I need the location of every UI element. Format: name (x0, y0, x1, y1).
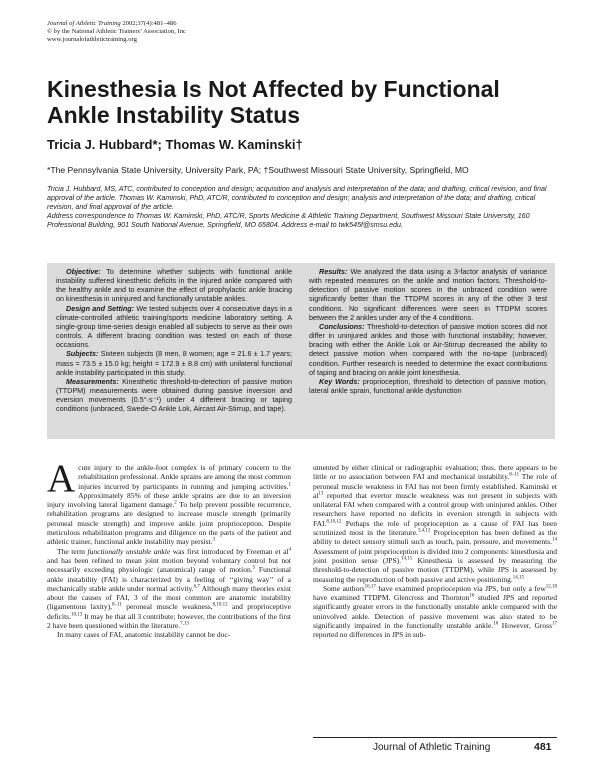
objective-label: Objective: (66, 267, 101, 276)
conclusions-text: Threshold-to-detection of passive motion scores did not differ in uninjured ankles and those with functional instability; however, bracing with either the Ankle Lok or Air-Stirrup decreased the ability to detect passive motion when compared with the no-tape (unbraced) condition. Further research is needed to determine the exact contributions of taping and bracing on ankle joint kinesthesia. (309, 321, 547, 377)
reference-citation: 6,7 (193, 584, 200, 590)
abstract-keywords (309, 377, 547, 395)
body-paragraph: Acute injury to the ankle-foot complex is of primary concern to the rehabilitation professional. Ankle sprains are among the most common injuries incurred by participants in running and jumping activities.$^1$ Approximately 85% of these ankle sprains are due to an inversion injury involving lateral ligament damage.$^2$ To help prevent possible recurrence, rehabilitation programs are designed to increase muscle strength (primarily peroneal muscle strength) and improve ankle joint proprioception. Despite meticulous rehabilitation programs and diligence on the parts of the patient and athletic trainer, functional ankle instability may persist.$^3$ (47, 457, 291, 547)
article-title: Kinesthesia Is Not Affected by Functional Ankle Instability Status (47, 76, 500, 128)
reference-citation: 1 (288, 482, 291, 488)
author-contributions (47, 185, 557, 230)
body-paragraph: umented by either clinical or radiographic evaluation; thus, there appears to be little or no association between FAI and mechanical instability.$^{8-11}$ The role of peroneal muscle weakness in FAI has not been firmly established. Kaminski et $al^{13}$ reported that evertor muscle weakness was not present in subjects with unilateral FAI when compared with a control group with uninjured ankles. Other researchers have reported no deficits in eversion strength in subjects with FAI.$^{8,10,12}$ Perhaps the role of proprioception as a cause of FAI has been scrutinized most in the literature.$^{3,4,12}$ Proprioception has been defined as the ability to detect sensory stimuli such as touch, pain, pressure, and movements.$^{14}$ Assessment of joint proprioception is divided into 2 components: kinesthesia and joint position sense (JPS).$^{14,15}$ Kinesthesia is assessed by measuring the threshold-to-detection of passive motion (TTDPM), while JPS is assessed by measuring the reproduction of both passive and active positioning.$^{14,15}$ (313, 463, 557, 584)
reference-citation: 4 (288, 547, 292, 553)
emphasis-term: functionally unstable ankle (87, 546, 171, 556)
journal-website: www.journalofathletictraining.org (47, 36, 137, 44)
objective-text: To determine whether subjects with functional ankle instability suffered kinesthetic deficits in the injured ankle compared with the healthy ankle and to examine the effect of prophylactic ankle bracing on kinesthesia in uninjured and functionally unstable ankles. (56, 267, 292, 304)
correspondence-address: Address correspondence to Thomas W. Kaminski, PhD, ATC/R, Sports Medicine & Athletic Training Department, Southwest Missouri State University, 160 Professional Building, 901 South National Avenue, Springfield, MO 65804. Address e-mail to twk545f@smsu.edu. (47, 212, 530, 230)
reference-citation: 16 (469, 593, 475, 599)
body-paragraph: Some authors$^{16,17}$ have examined proprioception via JPS, but only a few$^{12,18}$ have examined TTDPM. Glencross and Thornton$^{16}$ studied JPS and reported significantly greater errors in the functionally unstable ankle compared with the uninvolved ankle. Detection of passive movement was also stated to be significantly impaired in the functionally unstable ankle.$^{16}$ However, Gross$^{17}$ reported no differences in JPS in sub- (313, 583, 557, 640)
results-text: We analyzed the data using a 3-factor analysis of variance with repeated measures on the ankle and motion factors. Threshold-to-detection of passive motion scores in the unbraced condition were significantly better than the TTDPM scores in any of the other 3 test conditions. No significant differences were seen in TTDPM scores between the 2 ankles under any of the 4 conditions. (309, 267, 547, 322)
author-affiliations: *The Pennsylvania State University, University Park, PA; †Southwest Missouri State University, Springfield, MO (47, 165, 469, 175)
abstract-column-left (56, 267, 292, 414)
keywords-text: proprioception, threshold to detection of passive motion, lateral ankle sprain, functional ankle dysfunction (309, 376, 547, 396)
reference-citation: 8–11 (509, 472, 520, 478)
reference-citation: 14,15 (512, 575, 524, 581)
abstract-measurements (56, 377, 292, 414)
footer-journal-name: Journal of Athletic Training (373, 742, 491, 753)
reference-citation: 10,13 (70, 612, 83, 618)
reference-citation: 8–11 (112, 602, 122, 608)
design-label: Design and Setting: (66, 303, 135, 313)
abstract-box (47, 263, 555, 439)
measurements-label: Measurements: (66, 376, 119, 386)
reference-citation: 3 (212, 537, 215, 543)
body-paragraph: In many cases of FAI, anatomic instability cannot be doc- (57, 630, 231, 640)
journal-citation-line (47, 20, 186, 28)
reference-citation: 2 (174, 500, 177, 506)
body-paragraph: The term functionally unstable ankle was first introduced by Freeman et $al^4$ and has been refined to mean joint motion beyond voluntary control but not necessarily exceeding physiologic (anatomical) range of motion.$^5$ Functional ankle instability (FAI) is characterized by a feeling of ‘‘giving way’’ of a mechanically stable ankle under normal activity.$^{6,7}$ Although many theories exist about the causes of FAI, 3 of the most common are anatomic instability (ligamentous laxity),$^{8-11}$ peroneal muscle weakness,$^{8,10,12}$ and proprioceptive deficits.$^{10,13}$ It may be that all 3 contribute; however, the contributions of the first 2 have been questioned within the literature.$^{7,13}$ (47, 546, 292, 631)
reference-citation: 13 (318, 491, 324, 497)
reference-citation: 8,10,12 (212, 602, 228, 608)
drop-cap: A (47, 457, 76, 500)
reference-citation: 12,18 (545, 584, 557, 590)
journal-info (47, 20, 186, 45)
abstract-objective (56, 267, 292, 304)
reference-citation: 7,13 (180, 621, 189, 627)
footer-rule (313, 737, 557, 738)
abstract-subjects (56, 349, 292, 376)
measurements-text: Kinesthetic threshold-to-detection of passive motion (TTDPM) measurements were obtained during passive inversion and eversion movements (0.5°·s⁻¹) under 4 different bracing or taping conditions (unbraced, Swede-O Ankle Lok, Aircast Air-Stirrup, and tape). (56, 376, 292, 414)
conclusions-label: Conclusions: (319, 321, 365, 331)
abstract-design (56, 304, 292, 350)
results-label: Results: (319, 267, 348, 276)
subjects-text: Sixteen subjects (8 men, 8 women; age = 21.6 ± 1.7 years; mass = 73.5 ± 15.0 kg; height = 172.9 ± 8.8 cm) with unilateral functional ankle instability participated in this study. (56, 349, 292, 377)
reference-citation: 17 (551, 621, 557, 627)
contribution-roles: Tricia J. Hubbard, MS, ATC, contributed to conception and design; acquisition and analysis and interpretation of the data; and drafting, critical revision, and final approval of the article. Thomas W. Kaminski, PhD, ATC/R, contributed to conception and design; analysis and interpretation of the data; and drafting, critical revision, and final approval of the article. (47, 185, 547, 212)
journal-name: Journal of Athletic Training (47, 20, 121, 27)
reference-citation: 14 (552, 537, 557, 543)
reference-citation: 16,17 (364, 584, 376, 590)
body-column-right (313, 463, 557, 640)
abstract-column-right (309, 267, 547, 395)
abstract-results (309, 267, 547, 322)
journal-citation: 2002;37(4):481–486 (122, 20, 177, 27)
journal-copyright: © by the National Athletic Trainers’ Association, Inc (47, 28, 186, 36)
design-text: We tested subjects over 4 consecutive days in a climate-controlled athletic training/sports medicine laboratory setting. A single-group time-series design enabled all subjects to serve as their own controls. A different bracing condition was tested on each of those occasions. (56, 303, 292, 350)
article-authors: Tricia J. Hubbard*; Thomas W. Kaminski† (47, 137, 303, 152)
reference-citation: 16 (493, 621, 499, 627)
reference-citation: 5 (252, 565, 256, 571)
reference-citation: 8,10,12 (326, 519, 342, 525)
page-number: 481 (534, 741, 552, 753)
abstract-conclusions (309, 322, 547, 377)
subjects-label: Subjects: (66, 349, 99, 359)
reference-citation: 14,15 (401, 556, 413, 562)
body-column-left (47, 457, 292, 640)
reference-citation: 3,4,12 (417, 528, 431, 534)
keywords-label: Key Words: (319, 376, 360, 386)
